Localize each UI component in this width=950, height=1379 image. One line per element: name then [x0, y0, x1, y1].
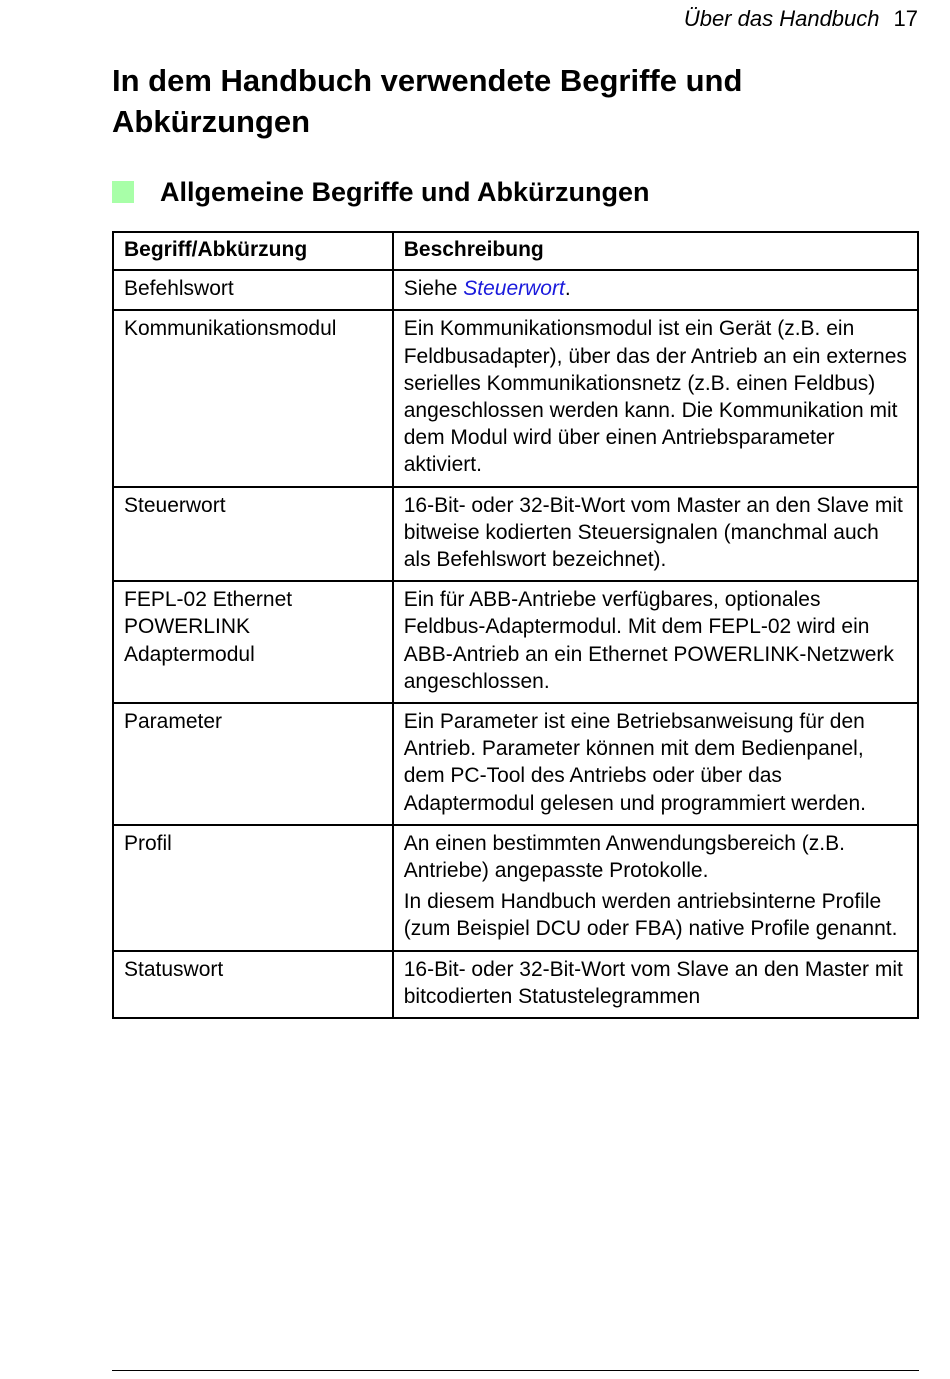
- term-cell: Profil: [113, 825, 393, 951]
- description-cell: [393, 581, 918, 703]
- description-text: 16-Bit- oder 32-Bit-Wort vom Master an den Slave mit bitweise kodierten Steuersignalen (manchmal auch als Befehlswort bezeichnet).: [403, 493, 903, 572]
- term-cell: Statuswort: [113, 951, 393, 1018]
- section-marker-square-icon: [112, 181, 134, 203]
- terms-table-body: [113, 270, 918, 1018]
- column-header-description: Beschreibung: [393, 232, 918, 270]
- description-paragraph: [404, 315, 907, 478]
- description-text: Ein Parameter ist eine Betriebsanweisung für den Antrieb. Parameter können mit dem Bedienpanel, dem PC-Tool des Antriebs oder über das Adaptermodul gelesen und programmiert werden.: [403, 710, 866, 815]
- table-header-row: [113, 232, 918, 270]
- section-heading: [112, 174, 650, 210]
- table-row: [113, 581, 918, 703]
- term-cell: Parameter: [113, 703, 393, 825]
- cross-reference-link[interactable]: Steuerwort: [463, 277, 565, 301]
- table-row: [113, 487, 918, 582]
- terms-table: [112, 231, 919, 1019]
- description-cell: [393, 487, 918, 582]
- table-row: [113, 270, 918, 310]
- table-row: [113, 825, 918, 951]
- description-text: An einen bestimmten Anwendungsbereich (z.B. Antriebe) angepasste Protokolle.: [403, 831, 845, 883]
- description-paragraph: [404, 708, 907, 817]
- table-row: [113, 951, 918, 1018]
- page-title: In dem Handbuch verwendete Begriffe und Abkürzungen: [112, 63, 743, 139]
- term-cell: FEPL-02 Ethernet POWERLINK Adaptermodul: [113, 581, 393, 703]
- description-cell: [393, 270, 918, 310]
- description-paragraph: [404, 492, 907, 574]
- description-paragraph: [404, 888, 907, 942]
- description-text: In diesem Handbuch werden antriebsinterne Profile (zum Beispiel DCU oder FBA) native Profile genannt.: [403, 890, 898, 941]
- section-title: Allgemeine Begriffe und Abkürzungen: [160, 176, 650, 207]
- running-header-section: Über das Handbuch: [683, 6, 880, 31]
- page-number: 17: [893, 6, 918, 31]
- description-paragraph: [404, 586, 907, 695]
- column-header-term: Begriff/Abkürzung: [113, 232, 393, 270]
- description-paragraph: [404, 275, 907, 302]
- table-row: [113, 703, 918, 825]
- description-cell: [393, 310, 918, 486]
- description-paragraph: [404, 830, 907, 884]
- running-header: [684, 6, 918, 32]
- term-cell: Steuerwort: [113, 487, 393, 582]
- description-paragraph: [404, 956, 907, 1010]
- footer-divider: [112, 1370, 919, 1371]
- description-text: .: [564, 277, 571, 301]
- table-row: [113, 310, 918, 486]
- description-text: Ein Kommunikationsmodul ist ein Gerät (z.B. ein Feldbusadapter), über das der Antrieb an ein externes serielles Kommunikationsnetz (z.B. einen Feldbus) angeschlossen werden kann. Die Kommunikation mit dem Modul wird über einen Antriebsparameter aktiviert.: [403, 317, 907, 477]
- term-cell: Befehlswort: [113, 270, 393, 310]
- description-text: 16-Bit- oder 32-Bit-Wort vom Slave an den Master mit bitcodierten Statustelegrammen: [403, 957, 903, 1008]
- description-cell: [393, 951, 918, 1018]
- description-text: Ein für ABB-Antriebe verfügbares, optionales Feldbus-Adaptermodul. Mit dem FEPL-02 wird ein ABB-Antrieb an ein Ethernet POWERLINK-Netzwerk angeschlossen.: [403, 588, 894, 693]
- description-text: Siehe: [403, 277, 464, 301]
- term-cell: Kommunikationsmodul: [113, 310, 393, 486]
- description-cell: [393, 703, 918, 825]
- description-cell: [393, 825, 918, 951]
